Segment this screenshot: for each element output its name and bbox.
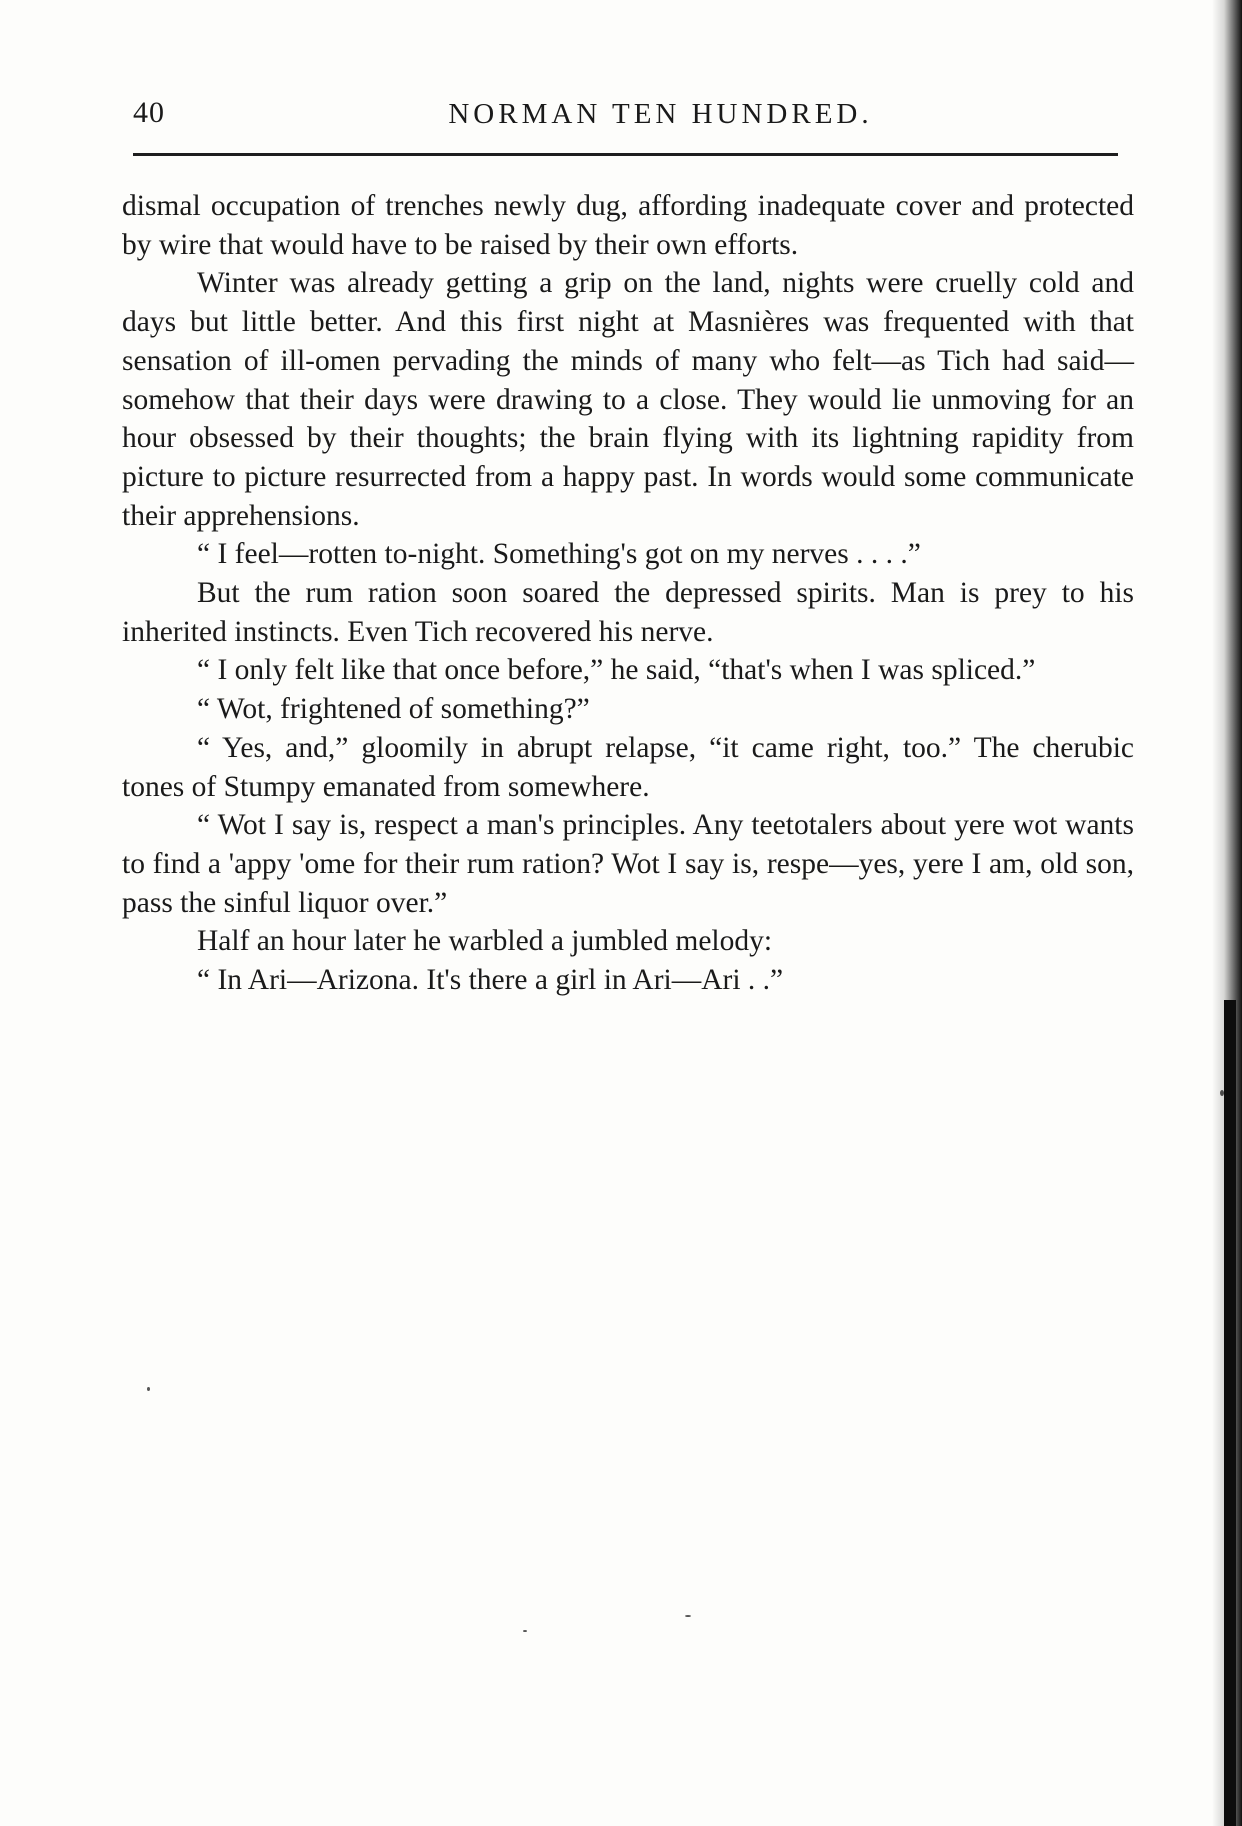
- header-rule: [133, 153, 1118, 156]
- paragraph: Winter was already getting a grip on the land, nights were cruelly cold and days but little better. And this first night at Masnières was frequented with that sensation of ill-omen pervading the minds of many who felt—as Tich had said—somehow that their days were drawing to a close. They would lie unmoving for an hour obsessed by their thoughts; the brain flying with its lightning rapidity from picture to picture resurrected from a happy past. In words would some communicate their apprehensions.: [122, 267, 1134, 532]
- print-speck: [523, 1630, 527, 1632]
- paragraph-continued: dismal occupation of trenches newly dug, affording inadequate cover and protected by wire that would have to be raised by their own efforts.: [122, 190, 1134, 261]
- page-number: 40: [133, 96, 165, 129]
- page-header: [133, 96, 1118, 136]
- running-title: NORMAN TEN HUNDRED.: [448, 98, 873, 130]
- dialogue-paragraph: “ Wot, frightened of something?”: [197, 693, 590, 726]
- dialogue-paragraph: “ I only felt like that once before,” he said, “that's when I was spliced.”: [197, 654, 1036, 687]
- print-speck: [685, 1615, 691, 1617]
- dialogue-paragraph: “ Wot I say is, respect a man's principles. Any teetotalers about yere wot wants to find a 'appy 'ome for their rum ration? Wot I say is, respe—yes, yere I am, old son, pass the sinful liquor over.”: [122, 809, 1134, 919]
- paragraph: Half an hour later he warbled a jumbled melody:: [197, 925, 773, 958]
- song-line: “ In Ari—Arizona. It's there a girl in Ari—Ari . .”: [197, 964, 784, 997]
- page-spine-edge: [1224, 1000, 1236, 1826]
- body-text: [122, 187, 1134, 1000]
- paragraph: But the rum ration soon soared the depressed spirits. Man is prey to his inherited instincts. Even Tich recovered his nerve.: [122, 577, 1134, 648]
- print-speck: [147, 1387, 150, 1391]
- dialogue-paragraph: “ Yes, and,” gloomily in abrupt relapse, “it came right, too.” The cherubic tones of Stumpy emanated from somewhere.: [122, 731, 1134, 803]
- dialogue-paragraph: “ I feel—rotten to-night. Something's got on my nerves . . . .”: [197, 538, 921, 571]
